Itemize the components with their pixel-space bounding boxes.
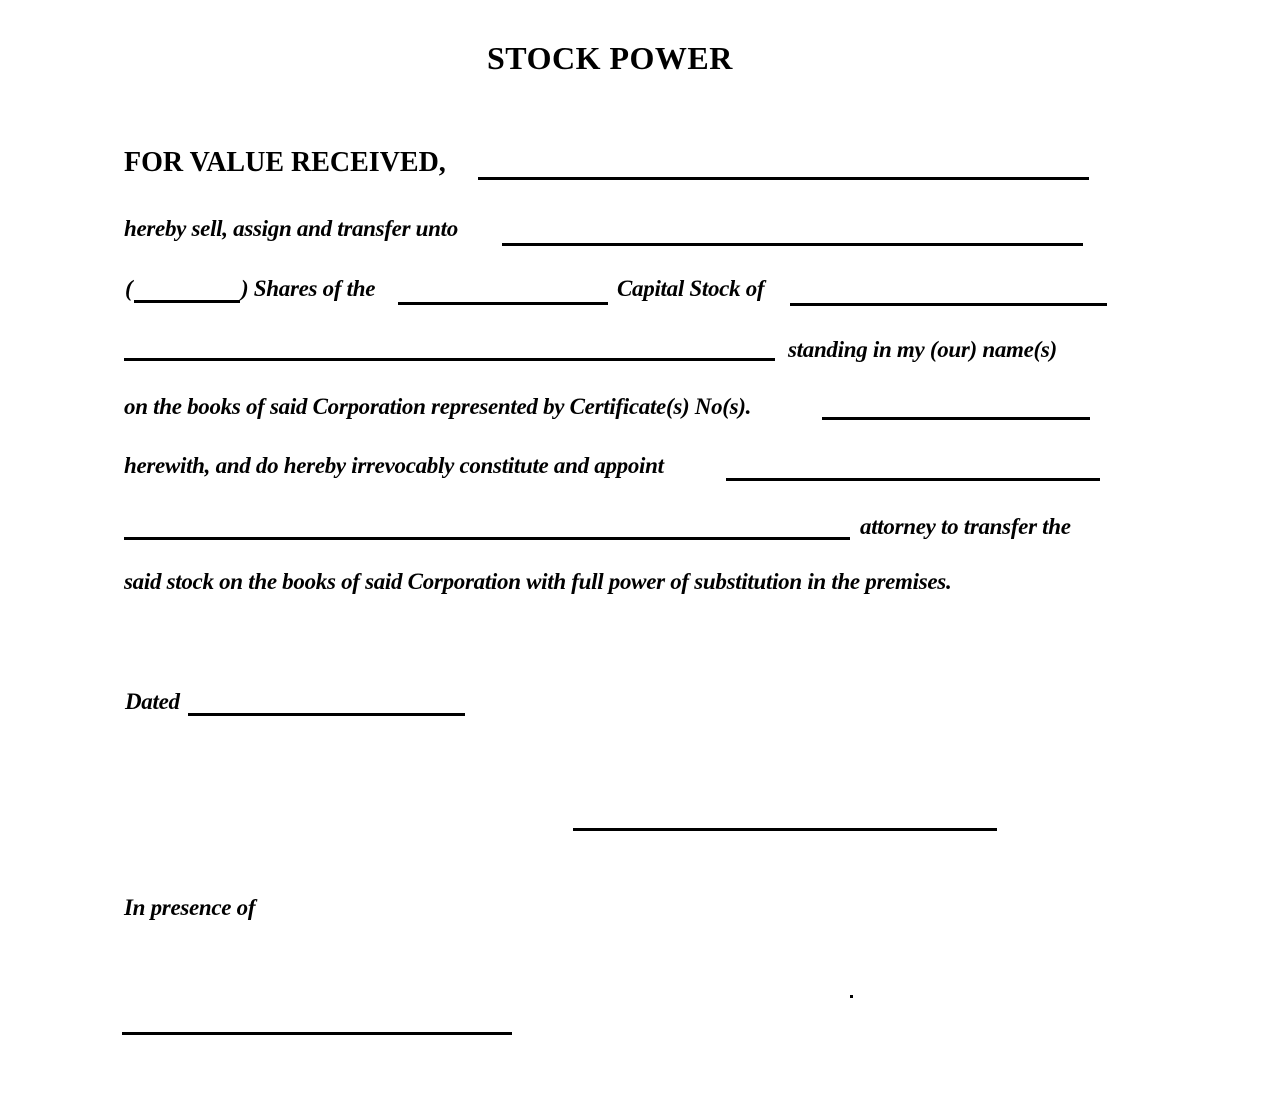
page-title: STOCK POWER xyxy=(487,40,733,76)
in-presence-of-label: In presence of xyxy=(124,895,256,920)
attorney-text: attorney to transfer the xyxy=(860,514,1071,539)
witness-signature-line[interactable] xyxy=(122,1032,512,1035)
said-stock-text: said stock on the books of said Corporation with full power of substitution in the premises. xyxy=(124,569,952,594)
blank-certificate-numbers[interactable] xyxy=(822,417,1090,420)
herewith-text: herewith, and do hereby irrevocably constitute and appoint xyxy=(124,453,664,478)
blank-corporation-name-1[interactable] xyxy=(790,303,1107,306)
blank-transferee-name[interactable] xyxy=(502,243,1083,246)
standing-in-text: standing in my (our) name(s) xyxy=(788,337,1057,362)
blank-stock-class[interactable] xyxy=(398,302,608,305)
blank-attorney-name-2[interactable] xyxy=(124,537,850,540)
blank-corporation-name-2[interactable] xyxy=(124,358,775,361)
blank-date[interactable] xyxy=(188,713,465,716)
blank-share-count[interactable] xyxy=(134,300,240,303)
open-paren-text: ( xyxy=(125,276,133,301)
dated-label: Dated xyxy=(125,689,180,714)
scan-speck xyxy=(850,995,853,998)
sell-assign-text: hereby sell, assign and transfer unto xyxy=(124,216,458,241)
signature-line[interactable] xyxy=(573,828,997,831)
shares-of-the-text: ) Shares of the xyxy=(241,276,376,301)
blank-transferor-name[interactable] xyxy=(478,177,1089,180)
on-the-books-text: on the books of said Corporation represented by Certificate(s) No(s). xyxy=(124,394,752,419)
capital-stock-of-text: Capital Stock of xyxy=(617,276,765,301)
for-value-received-label: FOR VALUE RECEIVED, xyxy=(124,147,446,178)
blank-attorney-name-1[interactable] xyxy=(726,478,1100,481)
